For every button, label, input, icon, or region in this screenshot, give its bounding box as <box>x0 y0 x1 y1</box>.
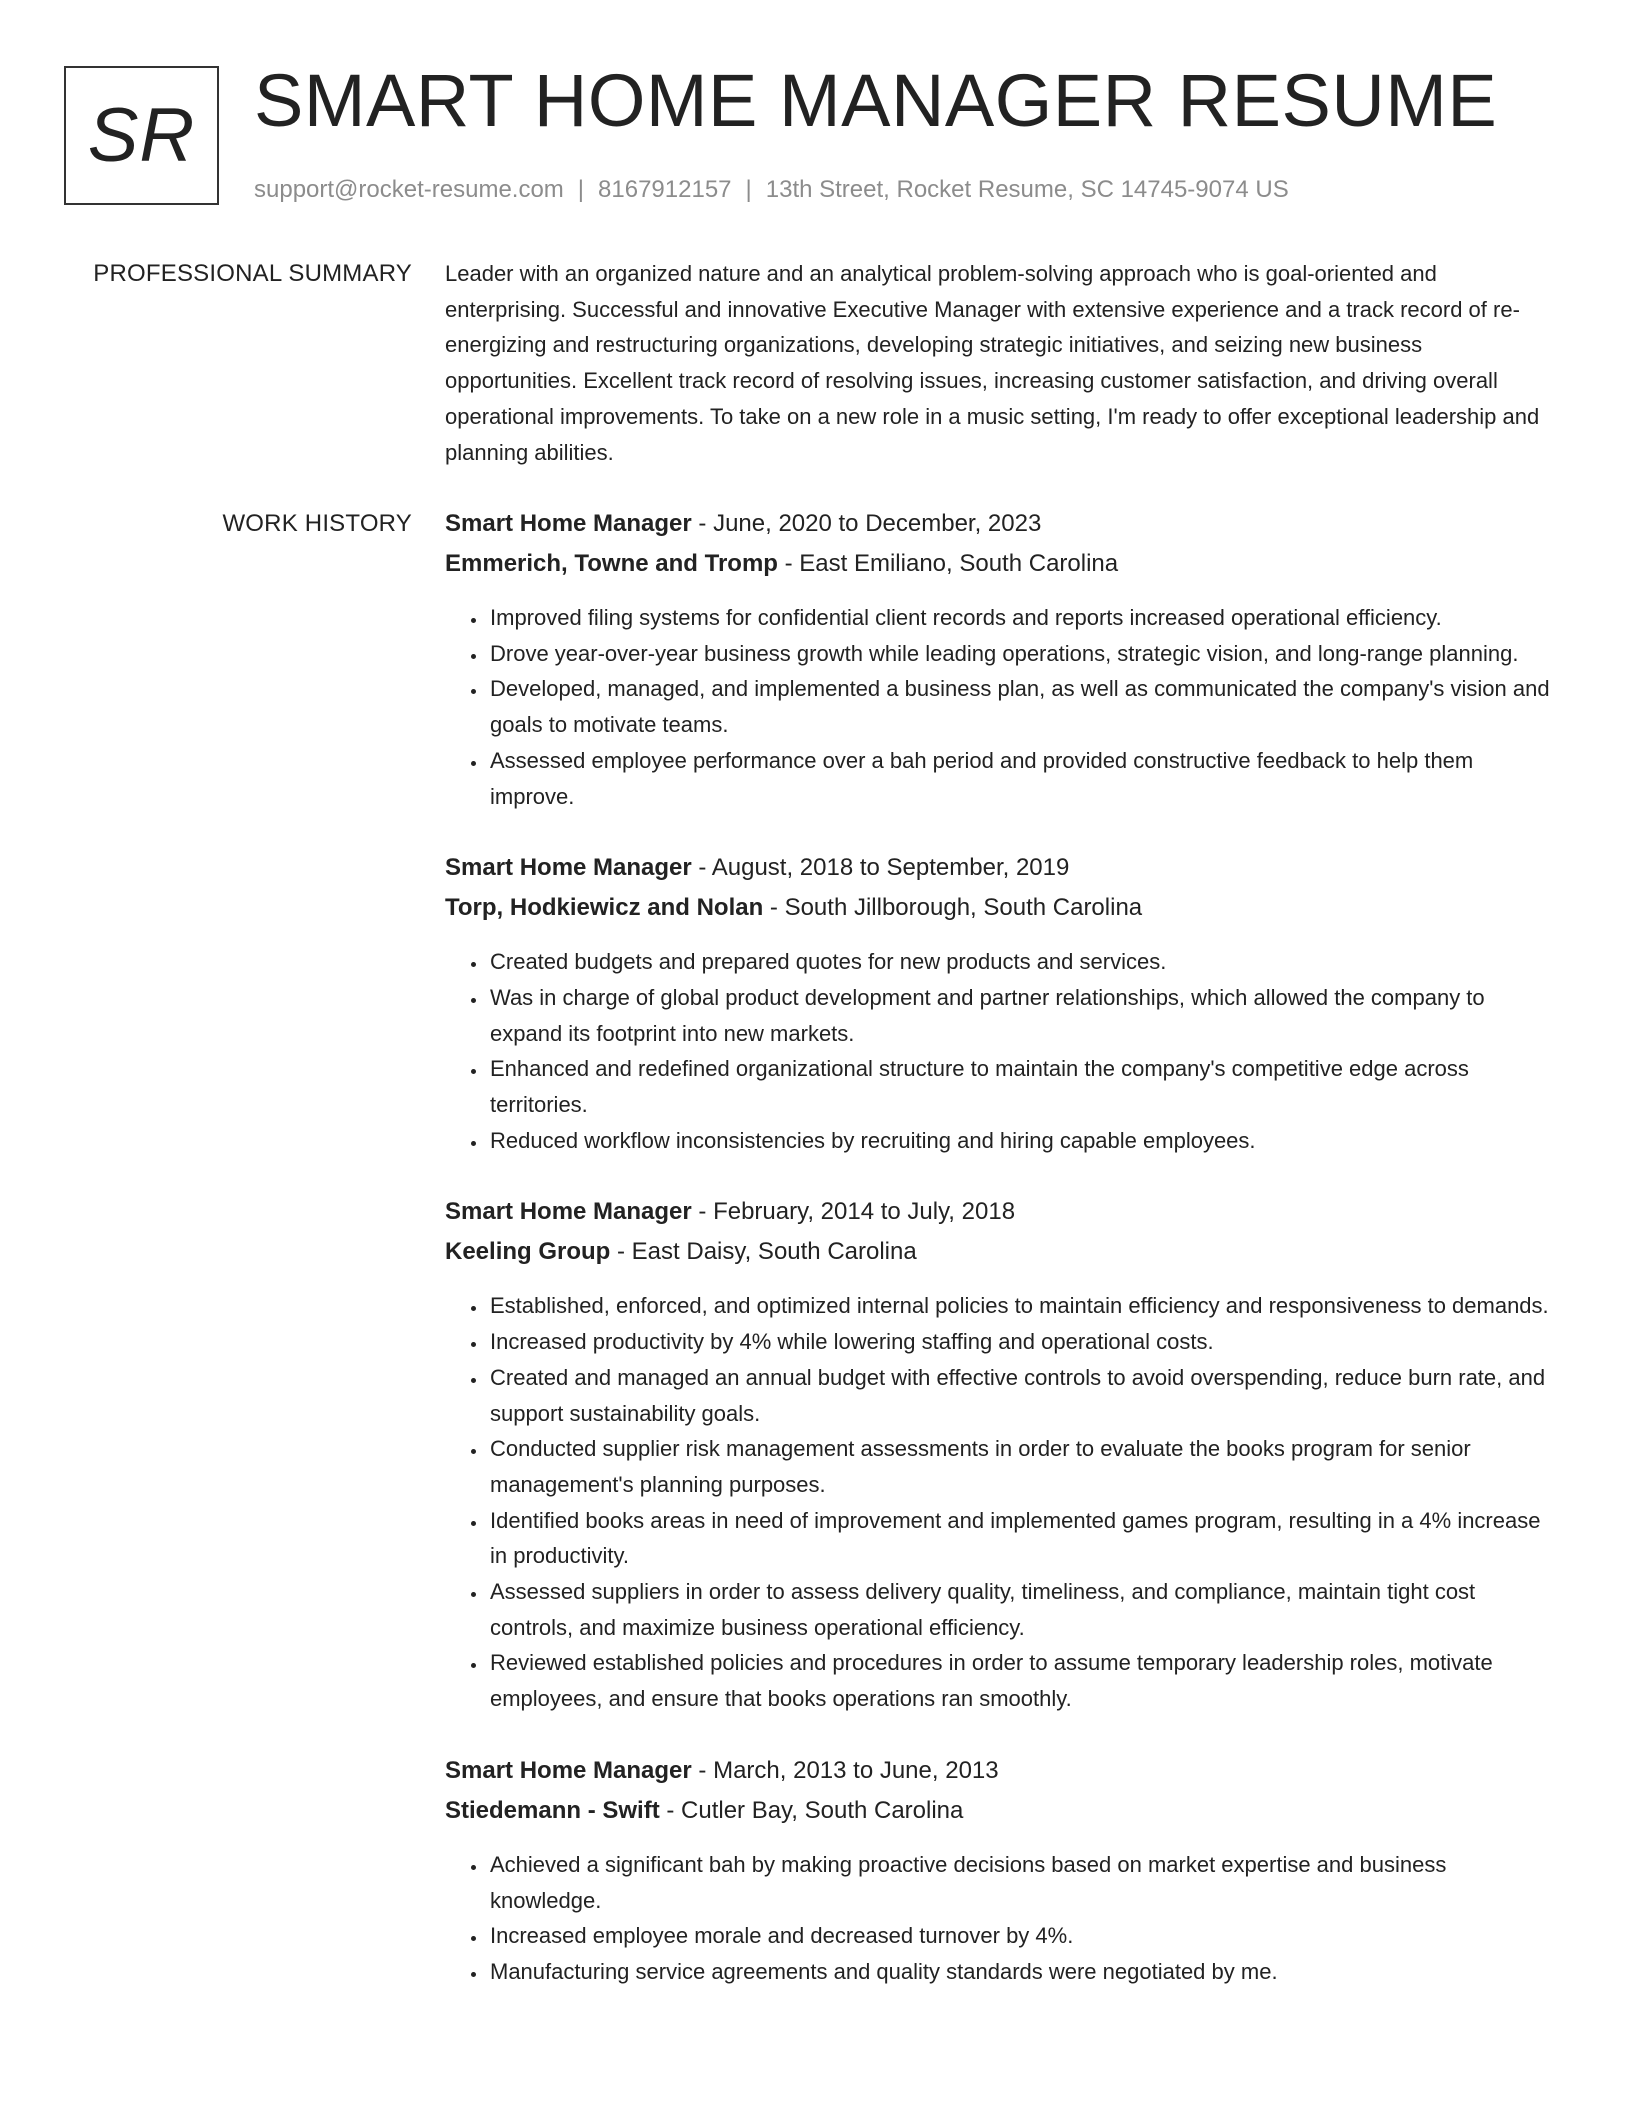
job-bullet: • Increased employee morale and decreased turnover by 4%. <box>488 1918 1560 1954</box>
work-history-body <box>445 504 1560 2024</box>
summary-body <box>445 256 1560 470</box>
job-bullet: • Created budgets and prepared quotes for new products and services. <box>488 944 1560 980</box>
job-company: Torp, Hodkiewicz and Nolan <box>445 894 764 922</box>
contact-phone[interactable]: 8167912157 <box>598 176 732 203</box>
job-title-line <box>445 504 1560 544</box>
job-bullet: • Reduced workflow inconsistencies by recruiting and hiring capable employees. <box>488 1123 1560 1159</box>
job-title: Smart Home Manager <box>445 510 692 537</box>
job-bullets <box>445 944 1560 1158</box>
job-title-line <box>445 1751 1560 1791</box>
job-bullet: • Assessed suppliers in order to assess delivery quality, timeliness, and compliance, maintain tight cost controls, and maximize business operational efficiency. <box>488 1574 1560 1645</box>
job-company-line <box>445 1791 1560 1831</box>
contact-separator: | <box>745 176 752 203</box>
job-location: - East Daisy, South Carolina <box>610 1238 917 1266</box>
job-dates: - August, 2018 to September, 2019 <box>691 854 1070 882</box>
contact-email[interactable]: support@rocket-resume.com <box>254 176 564 203</box>
job-title: Smart Home Manager <box>445 1756 692 1784</box>
job-bullet: • Developed, managed, and implemented a business plan, as well as communicated the company's vision and goals to motivate teams. <box>488 671 1560 742</box>
job-dates: - March, 2013 to June, 2013 <box>691 1756 999 1784</box>
job-bullet: • Enhanced and redefined organizational structure to maintain the company's competitive edge across territories. <box>488 1051 1560 1122</box>
job-company: Emmerich, Towne and Tromp <box>445 550 778 577</box>
job-bullet: • Established, enforced, and optimized internal policies to maintain efficiency and responsiveness to demands. <box>488 1288 1560 1324</box>
job-dates: - February, 2014 to July, 2018 <box>691 1198 1016 1226</box>
job-location: - South Jillborough, South Carolina <box>763 894 1143 922</box>
job-entry <box>445 1751 1560 1990</box>
job-bullets <box>445 1847 1560 1990</box>
job-bullet: • Manufacturing service agreements and quality standards were negotiated by me. <box>488 1954 1560 1990</box>
resume-header <box>0 0 1632 230</box>
work-history-heading: WORK HISTORY <box>222 510 412 537</box>
job-location: - East Emiliano, South Carolina <box>777 550 1119 577</box>
monogram-logo: SR <box>64 66 219 205</box>
job-bullets <box>445 1288 1560 1716</box>
job-bullet: • Conducted supplier risk management assessments in order to evaluate the books program for senior management's planning purposes. <box>488 1431 1560 1502</box>
resume-title: SMART HOME MANAGER RESUME <box>254 59 1498 142</box>
job-entry <box>445 504 1560 814</box>
job-company-line <box>445 544 1560 584</box>
job-entry <box>445 1192 1560 1716</box>
job-bullet: • Created and managed an annual budget with effective controls to avoid overspending, reduce burn rate, and support sustainability goals. <box>488 1360 1560 1431</box>
job-bullet: • Increased productivity by 4% while lowering staffing and operational costs. <box>488 1324 1560 1360</box>
job-title-line <box>445 848 1560 888</box>
job-bullet: • Was in charge of global product development and partner relationships, which allowed the company to expand its footprint into new markets. <box>488 980 1560 1051</box>
job-bullet: • Assessed employee performance over a bah period and provided constructive feedback to help them improve. <box>488 743 1560 814</box>
job-location: - Cutler Bay, South Carolina <box>659 1796 964 1824</box>
job-entry <box>445 848 1560 1158</box>
job-title-line <box>445 1192 1560 1232</box>
job-dates: - June, 2020 to December, 2023 <box>691 510 1042 537</box>
job-company-line <box>445 1232 1560 1272</box>
summary-heading: PROFESSIONAL SUMMARY <box>93 260 412 287</box>
job-title: Smart Home Manager <box>445 854 692 882</box>
contact-address: 13th Street, Rocket Resume, SC 14745-9074 US <box>765 176 1289 203</box>
job-company-line <box>445 888 1560 928</box>
job-bullet: • Identified books areas in need of improvement and implemented games program, resulting in a 4% increase in productivity. <box>488 1503 1560 1574</box>
job-title: Smart Home Manager <box>445 1198 692 1226</box>
job-company: Keeling Group <box>445 1238 611 1266</box>
job-bullet: • Reviewed established policies and procedures in order to assume temporary leadership roles, motivate employees, and ensure that books operations ran smoothly. <box>488 1645 1560 1716</box>
job-bullet: • Achieved a significant bah by making proactive decisions based on market expertise and business knowledge. <box>488 1847 1560 1918</box>
contact-line <box>254 174 1289 206</box>
summary-text: Leader with an organized nature and an analytical problem-solving approach who is goal-oriented and enterprising. Successful and innovative Executive Manager with extensive experience and a track record of re-energizing and restructuring organizations, developing strategic initiatives, and seizing new business opportunities. Excellent track record of resolving issues, increasing customer satisfaction, and driving overall operational improvements. To take on a new role in a music setting, I'm ready to offer exceptional leadership and planning abilities. <box>445 261 1540 465</box>
job-bullet: • Drove year-over-year business growth while leading operations, strategic vision, and long-range planning. <box>488 636 1560 672</box>
contact-separator: | <box>577 176 585 203</box>
job-bullets <box>445 600 1560 814</box>
job-bullet: • Improved filing systems for confidential client records and reports increased operational efficiency. <box>488 600 1560 636</box>
job-company: Stiedemann - Swift <box>445 1796 660 1824</box>
